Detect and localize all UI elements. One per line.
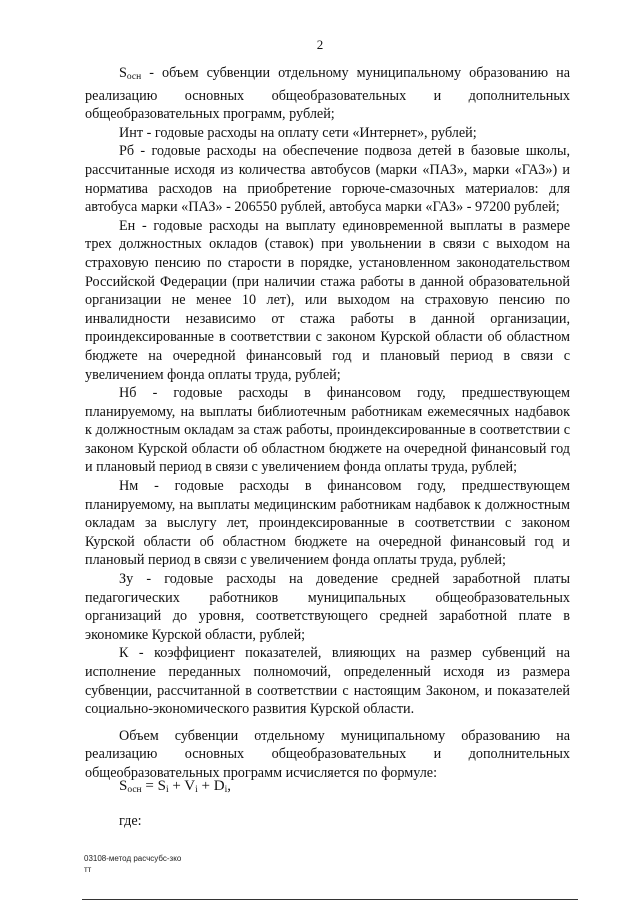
definition-s-osn — [85, 64, 570, 124]
definition-rb — [85, 142, 570, 216]
formula-plus: + — [168, 778, 185, 794]
definition-k — [85, 644, 570, 718]
definition-text: - объем субвенции отдельному муниципальному образованию на реализацию основных общеобразовательных и дополнительных общеобразовательных программ, рублей; — [85, 65, 570, 123]
formula-term-d: D — [213, 778, 225, 794]
document-body — [85, 64, 570, 783]
definition-nb — [85, 384, 570, 477]
bottom-divider — [82, 899, 578, 900]
definition-text: - годовые расходы в финансовом году, предшествующем планируемому, на выплаты медицинским работникам надбавок к должностным окладам за выслугу лет, проиндексированные в соответствии с законом Курской области об областном бюджете на очередной финансовый год и плановый период в связи с увеличением фонда оплаты труда, рублей; — [85, 478, 570, 569]
definition-en — [85, 217, 570, 384]
formula-plus: + — [197, 778, 214, 794]
formula-term-v: V — [184, 778, 196, 794]
definition-int — [85, 124, 570, 143]
definition-symbol: К — [119, 645, 129, 662]
definition-text: - коэффициент показателей, влияющих на размер субвенций на исполнение переданных полномочий, определенный исходя из размера субвенции, рассчитанной в соответствии с настоящим Законом, и показателей социально-экономического развития Курской области. — [85, 645, 570, 718]
definition-symbol: S — [119, 65, 127, 81]
formula — [119, 776, 231, 800]
definition-subscript: осн — [126, 72, 142, 82]
formula-term-v-subscript: i — [195, 785, 198, 795]
definition-text: - годовые расходы на выплату единовременной выплаты в размере трех должностных окладов (ставок) при увольнении в связи с выходом на страховую пенсию по старости в порядке, установленном законодательством Российской Федерации (при наличии стажа работы в данной образовательной организации не менее 10 лет), или выходом на страховую пенсию по инвалидности независимо от стажа работы в данной организации, проиндексированные в соответствии с законом Курской области об областном бюджете на очередной финансовый год и плановый период в связи с увеличением фонда оплаты труда, рублей; — [85, 217, 570, 383]
formula-term-s: S — [157, 778, 166, 794]
formula-term-d-subscript: i — [224, 785, 228, 795]
definition-symbol: Ен — [119, 217, 136, 234]
formula-intro-paragraph: Объем субвенции отдельному муниципальному образованию на реализацию основных общеобразовательных и дополнительных общеобразовательных программ исчисляется по формуле: — [85, 727, 570, 781]
definition-symbol: Зу — [119, 571, 134, 588]
page-number: 2 — [316, 37, 324, 52]
definition-symbol: Рб — [119, 143, 135, 160]
definition-symbol: Инт — [119, 124, 144, 141]
formula-term-s-subscript: i — [165, 785, 169, 795]
definition-zu — [85, 570, 570, 644]
definition-nm — [85, 477, 570, 570]
definition-text: - годовые расходы в финансовом году, предшествующем планируемому, на выплаты библиотечным работникам ежемесячных надбавок к должностным окладам за стаж работы, проиндексированные в соответствии с законом Курской области об областном бюджете на очередной финансовый год и плановый период в связи с увеличением фонда оплаты труда, рублей; — [85, 385, 570, 476]
definition-symbol: Нб — [119, 385, 137, 402]
footer-line-1: 03108-метод расчсубс-зко — [84, 854, 182, 863]
where-label: где: — [119, 813, 142, 829]
footer-line-2: тт — [84, 865, 92, 874]
formula-lhs: S — [119, 778, 128, 794]
formula-end: , — [227, 778, 231, 794]
definition-symbol: Нм — [119, 478, 139, 495]
footer-file-reference — [84, 853, 181, 875]
formula-equals: = — [141, 778, 158, 794]
definition-text: - годовые расходы на обеспечение подвоза детей в базовые школы, рассчитанные исходя из количества автобусов (марки «ПАЗ», марки «ГАЗ») и норматива расходов на приобретение горюче-смазочных материалов: для автобуса марки «ПАЗ» - 206550 рублей, автобуса марки «ГАЗ» - 97200 рублей; — [85, 143, 570, 216]
formula-lhs-subscript: осн — [127, 785, 142, 795]
definition-text: - годовые расходы на оплату сети «Интернет», рублей; — [143, 124, 477, 141]
definition-text: - годовые расходы на доведение средней заработной платы педагогических работников муниципальных общеобразовательных организаций до уровня, соответствующего средней заработной плате в экономике Курской области, рублей; — [85, 571, 570, 643]
